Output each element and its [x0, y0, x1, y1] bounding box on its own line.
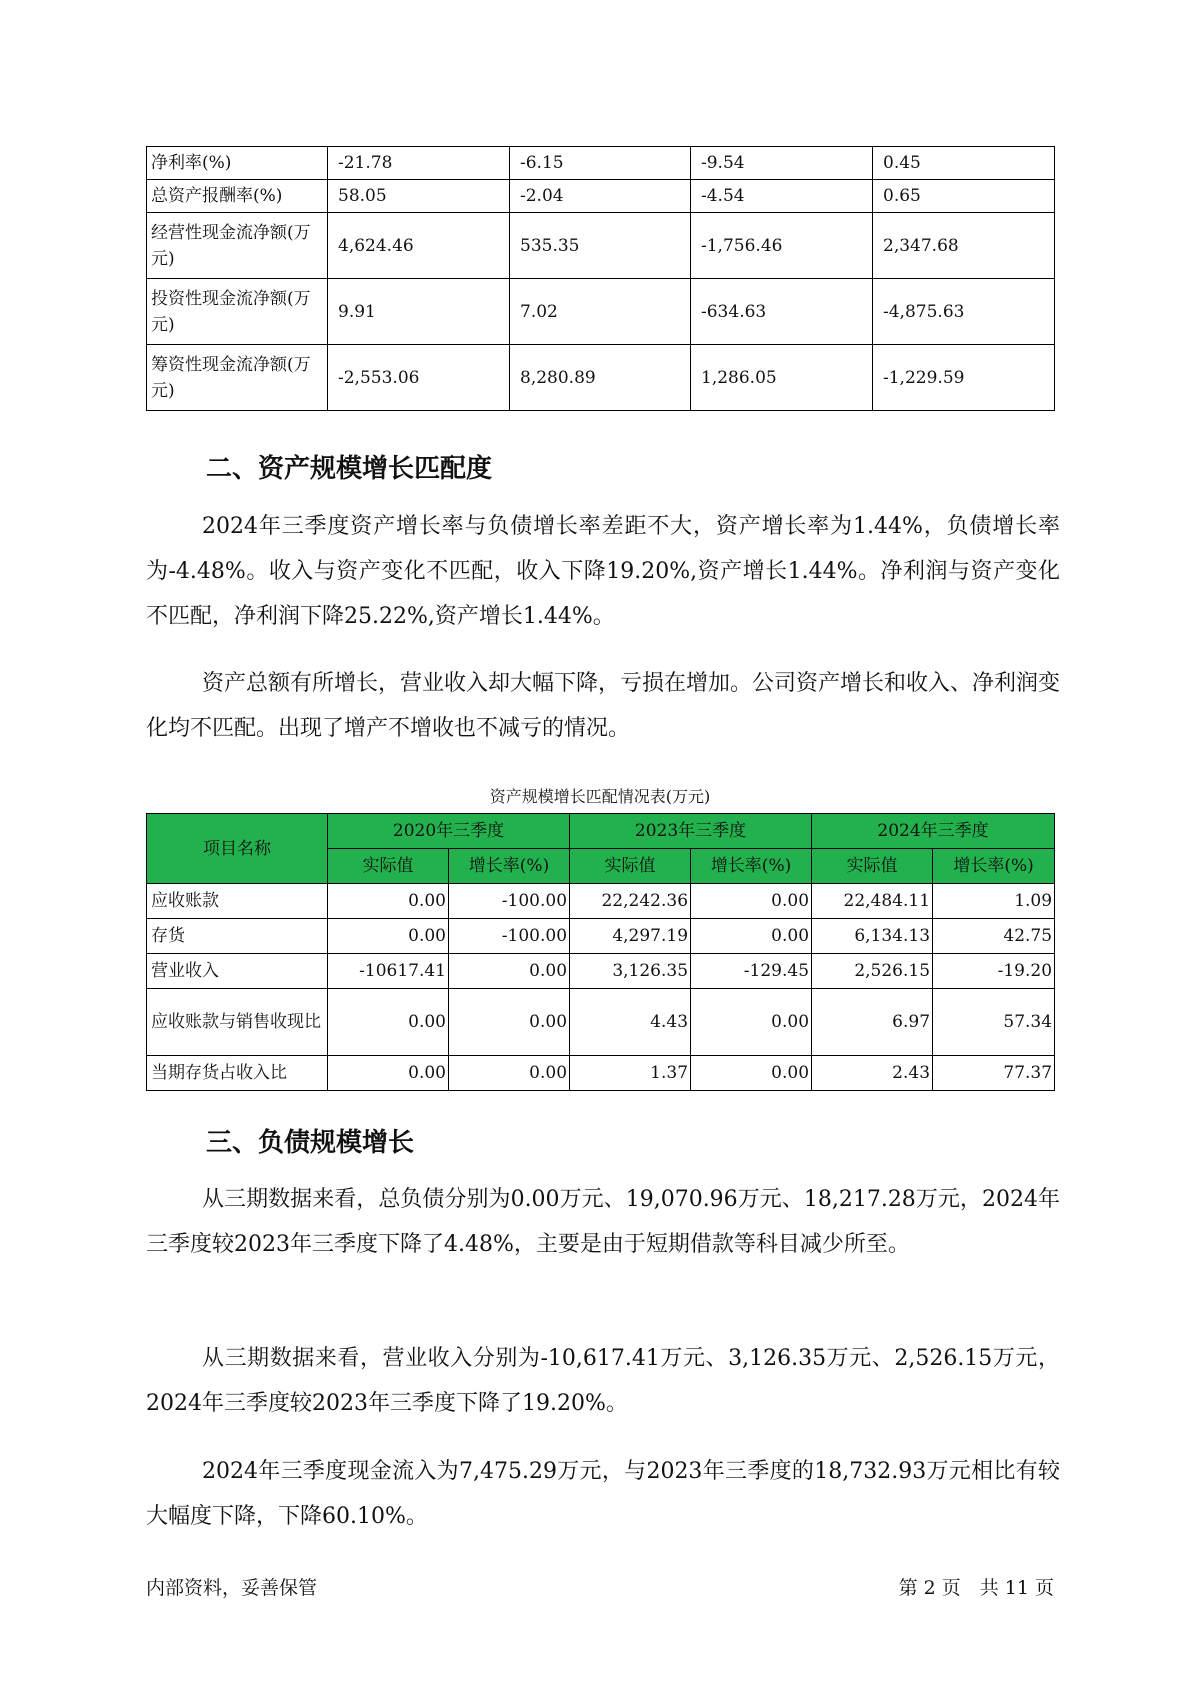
table-caption: 资产规模增长匹配情况表(万元): [489, 787, 711, 806]
cell: 0.00: [328, 1056, 449, 1091]
table-row: [147, 345, 1055, 411]
cell: 0.00: [328, 884, 449, 919]
section3-paragraph-3: 2024年三季度现金流入为7,475.29万元，与2023年三季度的18,732.93万元相比有较大幅度下降，下降60.10%。: [146, 1459, 1060, 1529]
cell: -1,756.46: [691, 213, 873, 279]
cell: 0.00: [328, 989, 449, 1056]
row-label: 应收账款: [147, 884, 328, 919]
cell: 2,347.68: [873, 213, 1055, 279]
cell: 6,134.13: [812, 919, 933, 954]
financial-indicators-table: [146, 146, 1055, 411]
cell: 22,484.11: [812, 884, 933, 919]
cell: -129.45: [691, 954, 812, 989]
cell: -6.15: [510, 147, 691, 180]
cell: 2,526.15: [812, 954, 933, 989]
cell: 1,286.05: [691, 345, 873, 411]
table-row: [147, 279, 1055, 345]
table-row: [147, 180, 1055, 213]
growth-rate-header: 增长率(%): [449, 849, 570, 884]
cell: 535.35: [510, 213, 691, 279]
cell: 4,624.46: [328, 213, 510, 279]
cell: 58.05: [328, 180, 510, 213]
table-row: [147, 213, 1055, 279]
cell: -2,553.06: [328, 345, 510, 411]
row-label: 营业收入: [147, 954, 328, 989]
asset-growth-match-table: [146, 813, 1055, 1091]
table-row: [147, 954, 1055, 989]
cell: 4.43: [570, 989, 691, 1056]
growth-rate-header: 增长率(%): [691, 849, 812, 884]
cell: -100.00: [449, 884, 570, 919]
table-row: [147, 919, 1055, 954]
period-header: 2024年三季度: [812, 814, 1055, 849]
table-row: [147, 1056, 1055, 1091]
row-label: 净利率(%): [147, 147, 328, 180]
section3-paragraph-2: 从三期数据来看，营业收入分别为-10,617.41万元、3,126.35万元、2,526.15万元，2024年三季度较2023年三季度下降了19.20%。: [146, 1346, 1060, 1416]
row-label: 当期存货占收入比: [147, 1056, 328, 1091]
cell: 7.02: [510, 279, 691, 345]
cell: -1,229.59: [873, 345, 1055, 411]
cell: 22,242.36: [570, 884, 691, 919]
cell: 0.00: [691, 919, 812, 954]
footer-page-number: 第 2 页 共 11 页: [898, 1577, 1054, 1599]
cell: 0.00: [691, 989, 812, 1056]
cell: -9.54: [691, 147, 873, 180]
table-row: [147, 989, 1055, 1056]
cell: -4,875.63: [873, 279, 1055, 345]
cell: 1.37: [570, 1056, 691, 1091]
cell: -2.04: [510, 180, 691, 213]
cell: 0.45: [873, 147, 1055, 180]
cell: 3,126.35: [570, 954, 691, 989]
cell: 57.34: [933, 989, 1055, 1056]
cell: -19.20: [933, 954, 1055, 989]
cell: -10617.41: [328, 954, 449, 989]
item-name-header: 项目名称: [147, 814, 328, 884]
cell: 0.00: [691, 884, 812, 919]
growth-rate-header: 增长率(%): [933, 849, 1055, 884]
section3-paragraph-1: 从三期数据来看，总负债分别为0.00万元、19,070.96万元、18,217.28万元，2024年三季度较2023年三季度下降了4.48%，主要是由于短期借款等科目减少所至。: [146, 1187, 1060, 1257]
row-label: 存货: [147, 919, 328, 954]
period-header: 2020年三季度: [328, 814, 570, 849]
row-label: 筹资性现金流净额(万元): [147, 345, 328, 411]
cell: 0.00: [449, 954, 570, 989]
row-label: 总资产报酬率(%): [147, 180, 328, 213]
section3-heading: 三、负债规模增长: [206, 1128, 415, 1158]
actual-value-header: 实际值: [570, 849, 691, 884]
cell: 0.00: [449, 1056, 570, 1091]
row-label: 投资性现金流净额(万元): [147, 279, 328, 345]
cell: -4.54: [691, 180, 873, 213]
table-row: [147, 884, 1055, 919]
period-header: 2023年三季度: [570, 814, 812, 849]
cell: 8,280.89: [510, 345, 691, 411]
cell: -100.00: [449, 919, 570, 954]
section2-paragraph-2: 资产总额有所增长，营业收入却大幅下降，亏损在增加。公司资产增长和收入、净利润变化均不匹配。出现了增产不增收也不减亏的情况。: [146, 671, 1061, 741]
table-row: [147, 147, 1055, 180]
cell: 0.00: [449, 989, 570, 1056]
actual-value-header: 实际值: [812, 849, 933, 884]
row-label: 应收账款与销售收现比: [147, 989, 328, 1056]
section2-paragraph-1: 2024年三季度资产增长率与负债增长率差距不大，资产增长率为1.44%，负债增长率为-4.48%。收入与资产变化不匹配，收入下降19.20%,资产增长1.44%。净利润与资产变化不匹配，净利润下降25.22%,资产增长1.44%。: [146, 514, 1060, 629]
actual-value-header: 实际值: [328, 849, 449, 884]
row-label: 经营性现金流净额(万元): [147, 213, 328, 279]
cell: 0.00: [691, 1056, 812, 1091]
cell: 0.65: [873, 180, 1055, 213]
cell: 4,297.19: [570, 919, 691, 954]
cell: 0.00: [328, 919, 449, 954]
footer-confidential-note: 内部资料，妥善保管: [146, 1577, 318, 1599]
cell: -21.78: [328, 147, 510, 180]
cell: -634.63: [691, 279, 873, 345]
cell: 77.37: [933, 1056, 1055, 1091]
cell: 42.75: [933, 919, 1055, 954]
cell: 6.97: [812, 989, 933, 1056]
section2-heading: 二、资产规模增长匹配度: [206, 454, 493, 484]
table-header-row: [147, 814, 1055, 849]
cell: 2.43: [812, 1056, 933, 1091]
cell: 1.09: [933, 884, 1055, 919]
cell: 9.91: [328, 279, 510, 345]
